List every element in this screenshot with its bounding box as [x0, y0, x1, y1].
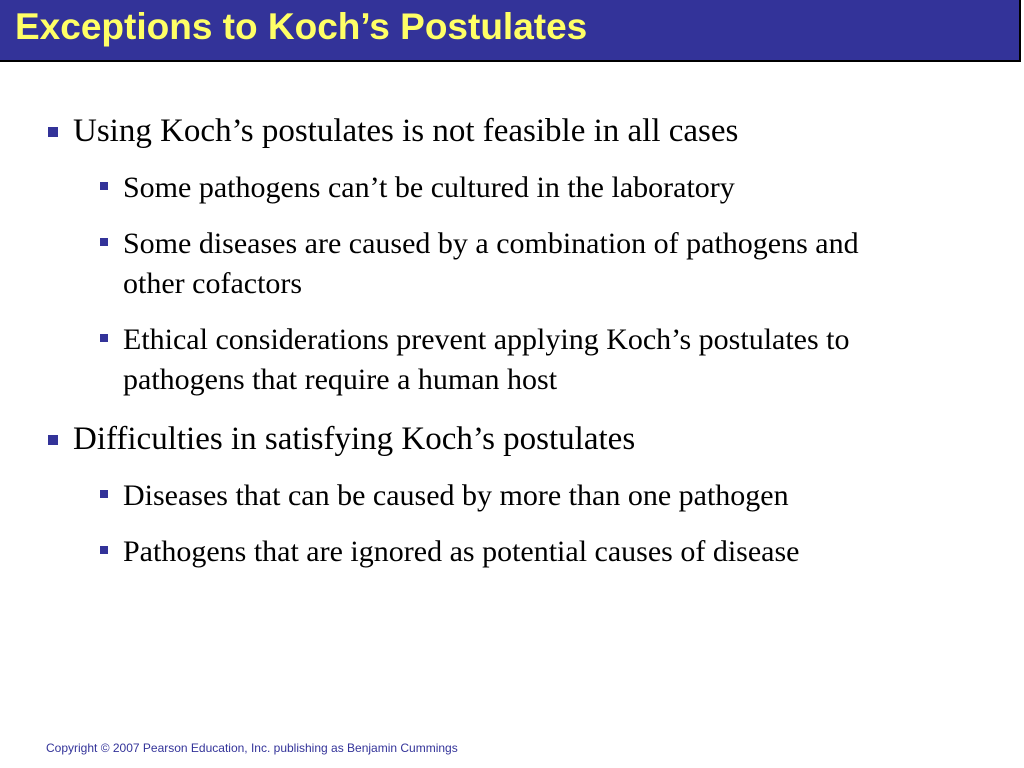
slide-title: Exceptions to Koch’s Postulates: [15, 6, 588, 47]
bullet-marker-icon: [100, 182, 108, 190]
bullet-text: Some pathogens can’t be cultured in the laboratory: [123, 171, 735, 204]
title-bar: [0, 0, 1021, 62]
bullet-text: Difficulties in satisfying Koch’s postulates: [73, 421, 636, 457]
bullet-marker-icon: [48, 435, 58, 445]
bullet-marker-icon: [100, 238, 108, 246]
copyright-footer: Copyright © 2007 Pearson Education, Inc. publishing as Benjamin Cummings: [46, 741, 458, 755]
bullet-text: Diseases that can be caused by more than one pathogen: [123, 479, 789, 512]
bullet-marker-icon: [100, 334, 108, 342]
bullet-text: Using Koch’s postulates is not feasible in all cases: [73, 113, 739, 149]
bullet-text: Pathogens that are ignored as potential causes of disease: [123, 535, 800, 568]
bullet-marker-icon: [100, 546, 108, 554]
bullet-text: Ethical considerations prevent applying Koch’s postulates to pathogens that require a human host: [123, 323, 850, 396]
bullet-text: Some diseases are caused by a combination of pathogens and other cofactors: [123, 227, 859, 300]
bullet-marker-icon: [100, 490, 108, 498]
bullet-marker-icon: [48, 127, 58, 137]
